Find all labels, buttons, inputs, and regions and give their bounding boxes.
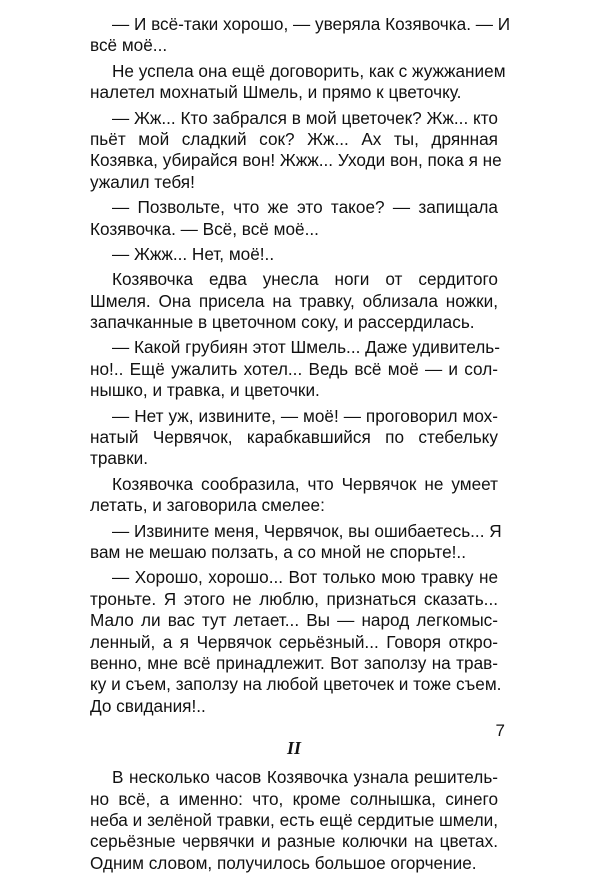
text-line: Не успела она ещё договорить, как с жужжанием — [112, 60, 506, 81]
paragraph — [90, 60, 506, 104]
text-line: Козявочка. — Всё, всё моё... — [90, 218, 319, 239]
text-line: летать, и заговорила смелее: — [90, 495, 325, 516]
text-line: всё моё... — [90, 35, 168, 56]
paragraph — [90, 767, 498, 874]
text-line: травки. — [90, 448, 149, 469]
paragraph — [90, 474, 498, 517]
text-line: ленный, а я Червячок серьёзный... Говоря откро- — [90, 631, 498, 652]
text-line: запачканные в цветочном соку, и рассердилась. — [90, 312, 475, 333]
text-line: — Нет уж, извините, — моё! — проговорил мох- — [112, 405, 498, 426]
text-block — [90, 14, 511, 874]
text-line: пьёт мой сладкий сок? Жж... Ах ты, дрянная — [90, 128, 498, 149]
paragraph — [90, 14, 511, 57]
text-line: — Какой грубиян этот Шмель... Даже удивитель- — [112, 337, 500, 358]
paragraph — [90, 107, 502, 194]
paragraph — [90, 337, 498, 401]
story-part-1 — [90, 14, 511, 717]
text-line: неба и зелёной травки, есть ещё сердитые шмели, — [90, 809, 498, 830]
text-line: налетел мохнатый Шмель, и прямо к цветочку. — [90, 82, 462, 103]
text-line: но всё, а именно: что, кроме солнышка, синего — [90, 788, 498, 809]
text-line: Козявочка едва унесла ноги от сердитого — [112, 269, 498, 290]
text-line: серьёзные червячки и разные колючки на цветах. — [90, 831, 498, 852]
paragraph — [90, 567, 502, 717]
text-line: но!.. Ещё ужалить хотел... Ведь всё моё — и сол- — [90, 358, 498, 379]
paragraph — [90, 406, 498, 470]
text-line: вам не мешаю ползать, а со мной не спорьте!.. — [90, 541, 466, 562]
section-heading: II — [286, 738, 301, 759]
page-number: 7 — [495, 721, 505, 740]
text-line: — Жж... Кто забрался в мой цветочек? Жж... кто — [112, 107, 498, 128]
text-line: венно, мне всё принадлежит. Вот заползу на трав- — [90, 652, 498, 673]
text-line: Козявочка сообразила, что Червячок не умеет — [112, 473, 498, 494]
text-line: ку и съем, заползу на любой цветочек и тоже съем. — [90, 674, 502, 695]
text-line: натый Червячок, карабкавшийся по стебельку — [90, 427, 498, 448]
paragraph — [90, 520, 502, 564]
text-line: нышко, и травка, и цветочки. — [90, 380, 320, 401]
paragraph — [90, 269, 498, 333]
text-line: Шмеля. Она присела на травку, облизала ножки, — [90, 290, 498, 311]
paragraph — [90, 197, 498, 240]
text-line: — И всё-таки хорошо, — уверяла Козявочка. — И — [112, 14, 511, 34]
paragraph — [90, 244, 498, 265]
text-line: — Жжж... Нет, моё!.. — [112, 243, 275, 264]
text-line: троньте. Я этого не люблю, признаться сказать... — [90, 588, 498, 609]
text-line: ужалил тебя! — [90, 171, 195, 192]
text-line: — Позвольте, что же это такое? — запищала — [112, 197, 498, 218]
text-line: Мало ли вас тут летает... Вы — народ легкомыс- — [90, 610, 498, 631]
text-line: В несколько часов Козявочка узнала решитель- — [112, 767, 498, 788]
text-line: До свидания!.. — [90, 695, 206, 716]
story-part-2 — [90, 767, 498, 874]
text-line: — Хорошо, хорошо... Вот только мою травку не — [112, 567, 498, 588]
text-line: Козявка, убирайся вон! Жжж... Уходи вон, пока я не — [90, 150, 502, 171]
text-line: — Извините меня, Червячок, вы ошибаетесь... Я — [112, 520, 502, 541]
text-line: Одним словом, получилось большое огорчение. — [90, 852, 477, 873]
